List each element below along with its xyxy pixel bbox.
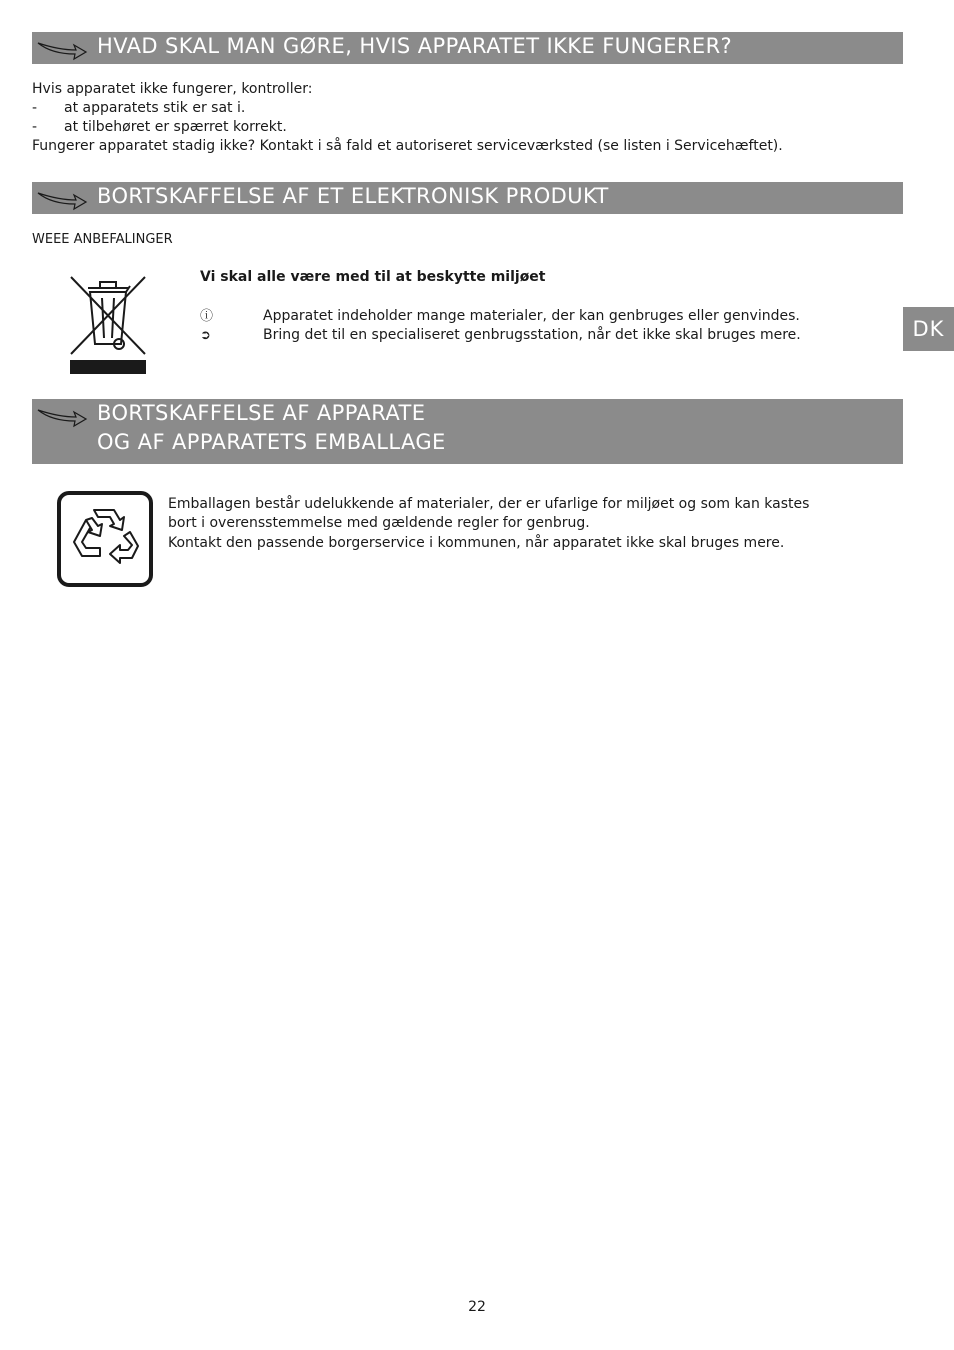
section-title-line1: BORTSKAFFELSE AF APPARATE — [97, 401, 426, 425]
weee-heading: Vi skal alle være med til at beskytte miljøet — [200, 269, 546, 285]
arrow-text: Bring det til en specialiseret genbrugsstation, når det ikke skal bruges mere. — [263, 327, 801, 343]
section-header-disposal-electronic — [32, 182, 903, 214]
language-tab: DK — [903, 307, 954, 351]
page-number: 22 — [468, 1299, 486, 1315]
list-item: at tilbehøret er spærret korrekt. — [64, 119, 287, 135]
section-header-disposal-packaging — [32, 399, 903, 464]
info-text: Apparatet indeholder mange materialer, der kan genbruges eller genvindes. — [263, 308, 800, 324]
list-dash: - — [32, 100, 38, 116]
crossed-bin-icon — [68, 274, 148, 376]
troubleshooting-intro: Hvis apparatet ikke fungerer, kontroller: — [32, 81, 313, 97]
section-title: HVAD SKAL MAN GØRE, HVIS APPARATET IKKE FUNGERER? — [97, 34, 733, 58]
info-icon: ⓘ — [200, 309, 214, 324]
packaging-text-line3: Kontakt den passende borgerservice i kommunen, når apparatet ikke skal bruges mere. — [168, 535, 785, 551]
packaging-text-line1: Emballagen består udelukkende af materialer, der er ufarlige for miljøet og som kan kastes — [168, 496, 810, 512]
arrow-right-icon: ➲ — [200, 328, 211, 343]
recycle-icon — [56, 490, 154, 588]
section-header-troubleshooting — [32, 32, 903, 64]
section-title: BORTSKAFFELSE AF ET ELEKTRONISK PRODUKT — [97, 184, 609, 208]
list-dash: - — [32, 119, 38, 135]
weee-subtitle: WEEE ANBEFALINGER — [32, 232, 173, 247]
list-item: at apparatets stik er sat i. — [64, 100, 246, 116]
packaging-text-line2: bort i overensstemmelse med gældende regler for genbrug. — [168, 515, 590, 531]
troubleshooting-footer: Fungerer apparatet stadig ikke? Kontakt i så fald et autoriseret serviceværksted (se listen i Servicehæftet). — [32, 138, 783, 154]
curved-arrow-icon — [36, 405, 88, 429]
curved-arrow-icon — [36, 38, 88, 62]
curved-arrow-icon — [36, 188, 88, 212]
section-title-line2: OG AF APPARATETS EMBALLAGE — [97, 430, 446, 454]
